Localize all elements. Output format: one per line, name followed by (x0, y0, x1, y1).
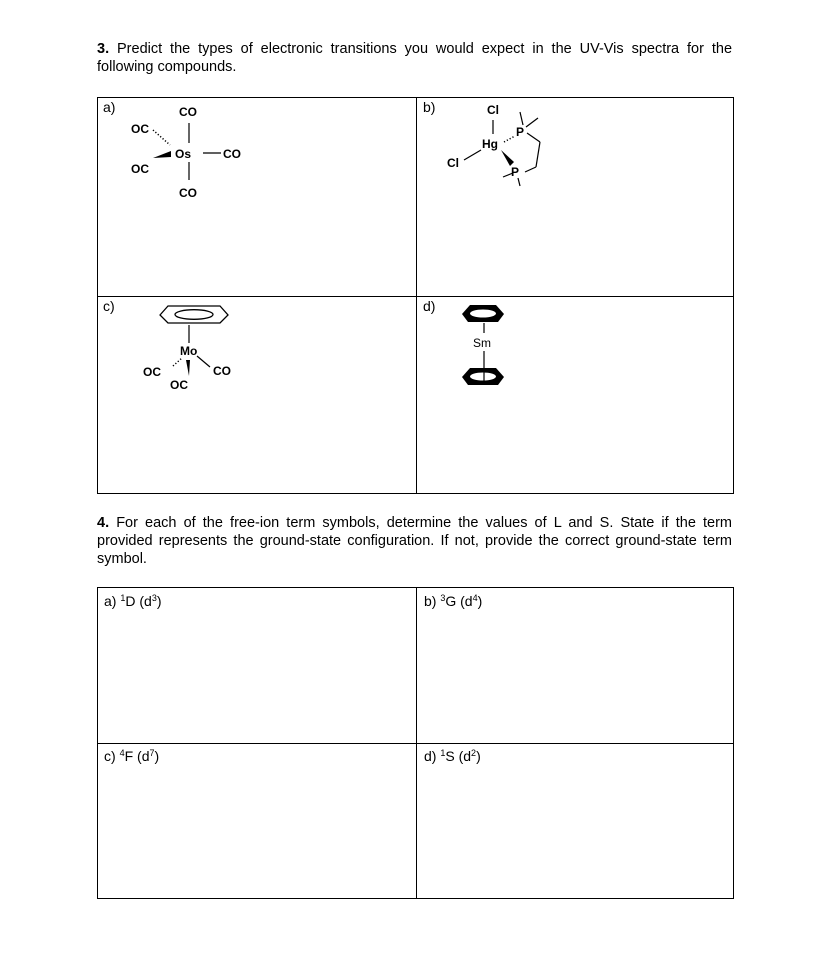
bond-ch2-ch2 (536, 142, 540, 167)
term-a (104, 593, 162, 609)
term-d-config-open: (d (454, 748, 472, 764)
bond-p-methyl-1 (526, 118, 538, 127)
atom-p-lower: P (511, 165, 520, 179)
cell-c-label: c) (103, 298, 115, 314)
bond-mo-co-wedge (186, 360, 190, 376)
question-4-prompt: For each of the free-ion term symbols, determine the values of L and S. State if the term provided represents the ground-state configuration. If not, provide the correct ground-state term symbol. (97, 515, 733, 567)
cp-ring-lower-aromatic (470, 373, 496, 381)
question-4-number: 4. (97, 515, 110, 531)
term-c-multiplicity: 4 (119, 748, 125, 758)
term-d-prefix: d) (424, 748, 441, 764)
atom-oc-bottom: OC (170, 378, 188, 392)
bond-hg-cl-left (464, 150, 481, 160)
term-b-multiplicity: 3 (440, 593, 446, 603)
question-3-text (97, 40, 732, 76)
atom-hg: Hg (482, 137, 498, 151)
term-a-prefix: a) (104, 593, 121, 609)
term-c-config-open: (d (133, 748, 150, 764)
cell-a-label: a) (103, 99, 116, 115)
question-4-grid (97, 587, 734, 899)
term-c-letter: F (124, 748, 134, 764)
atom-oc-upper: OC (131, 122, 149, 136)
structure-hgcl2-diphosphine (443, 100, 563, 190)
term-a-config-open: (d (135, 593, 152, 609)
bond-mo-co-hashed (173, 358, 182, 366)
atom-mo: Mo (180, 344, 198, 358)
term-d-letter: S (445, 748, 455, 764)
term-b-letter: G (445, 593, 457, 609)
structure-os-co5 (123, 100, 273, 210)
cp-ring-upper-aromatic (470, 310, 496, 318)
atom-os: Os (175, 147, 192, 161)
term-a-electrons: 3 (151, 593, 157, 603)
cell-d-label: d) (423, 298, 436, 314)
grid-divider-horizontal (98, 296, 733, 297)
term-a-config-close: ) (156, 593, 162, 609)
term-b-config-open: (d (456, 593, 473, 609)
atom-co-top: CO (179, 105, 197, 119)
term-b (424, 593, 482, 609)
atom-sm: Sm (473, 336, 491, 350)
term-c-prefix: c) (104, 748, 120, 764)
grid-divider-horizontal (98, 743, 733, 744)
cell-b-label: b) (423, 99, 436, 115)
atom-p-upper: P (516, 125, 525, 139)
question-3-grid (97, 97, 734, 494)
question-3-prompt: Predict the types of electronic transitions you would expect in the UV-Vis spectra for the following compounds. (97, 41, 733, 75)
atom-co-right: CO (223, 147, 241, 161)
term-d-electrons: 2 (471, 748, 477, 758)
bond-p-methyl-2 (520, 112, 523, 125)
benzene-ring (160, 306, 228, 323)
atom-oc-left: OC (143, 365, 161, 379)
term-c-config-close: ) (154, 748, 160, 764)
term-b-config-close: ) (477, 593, 483, 609)
atom-cl-top: Cl (487, 103, 499, 117)
question-3-number: 3. (97, 41, 110, 57)
bond-mo-co-right (197, 356, 210, 367)
structure-benzene-mo-co3 (138, 301, 258, 396)
question-4-text (97, 514, 732, 568)
term-b-prefix: b) (424, 593, 441, 609)
term-d-multiplicity: 1 (440, 748, 446, 758)
term-d (424, 748, 481, 764)
bond-os-co-wedge (153, 151, 171, 158)
term-a-multiplicity: 1 (120, 593, 126, 603)
bond-ch2-p-lower (525, 167, 536, 172)
term-d-config-close: ) (476, 748, 481, 764)
atom-co-right: CO (213, 364, 231, 378)
term-c (104, 748, 159, 764)
bond-p-ch2-upper (527, 133, 540, 142)
bond-hg-p-wedge (501, 150, 514, 166)
atom-cl-left: Cl (447, 156, 459, 170)
term-b-electrons: 4 (472, 593, 478, 603)
bond-hg-p-hashed (504, 136, 515, 142)
bond-os-co-hashed (153, 130, 170, 145)
atom-oc-lower: OC (131, 162, 149, 176)
benzene-aromatic-circle (175, 310, 213, 320)
structure-samarocene (458, 301, 518, 396)
bond-p-methyl-4 (518, 178, 520, 186)
atom-co-bottom: CO (179, 186, 197, 200)
term-c-electrons: 7 (149, 748, 155, 758)
term-a-letter: D (125, 593, 136, 609)
